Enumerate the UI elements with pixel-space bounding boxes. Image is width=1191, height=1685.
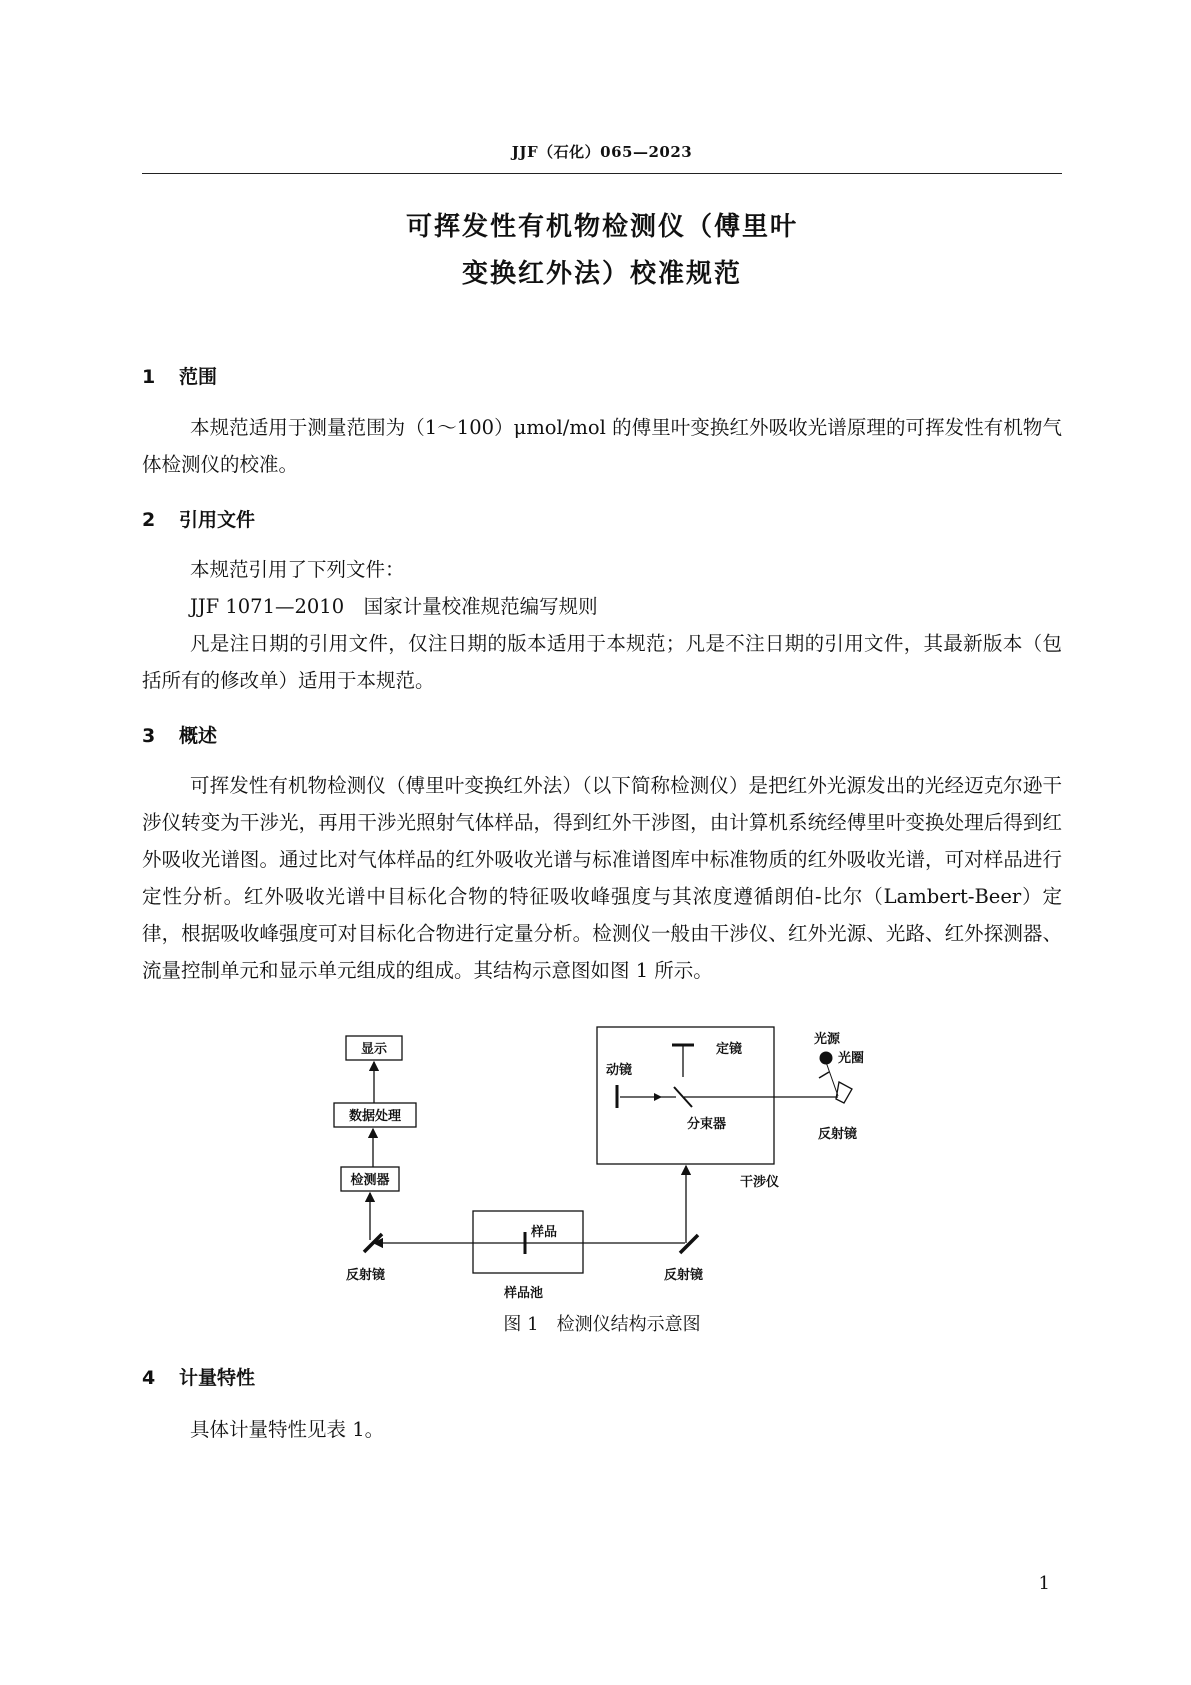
source-reflector-label: 反射镜	[818, 1127, 858, 1142]
sample-cell-box	[473, 1211, 583, 1273]
references-note: 凡是注日期的引用文件，仅注日期的版本适用于本规范；凡是不注日期的引用文件，其最新版本（包括所有的修改单）适用于本规范。	[142, 632, 1062, 692]
sample-label: 样品	[531, 1225, 558, 1240]
section-title: 计量特性	[179, 1367, 256, 1389]
moving-mirror-label: 动镜	[606, 1063, 633, 1078]
section-number: 2	[142, 509, 156, 531]
section-number: 3	[142, 725, 156, 747]
page-number: 1	[1038, 1573, 1050, 1594]
fixed-mirror-label: 定镜	[716, 1042, 743, 1057]
detector-label: 检测器	[350, 1173, 390, 1188]
beam-splitter-label: 分束器	[687, 1117, 727, 1132]
light-source-label: 光源	[814, 1032, 841, 1047]
data-processing-label: 数据处理	[348, 1109, 402, 1124]
overview-paragraph: 可挥发性有机物检测仪（傅里叶变换红外法）（以下简称检测仪）是把红外光源发出的光经迈克尔逊干涉仪转变为干涉光，再用干涉光照射气体样品，得到红外干涉图，由计算机系统经傅里叶变换处理后得到红外吸收光谱图。通过比对气体样品的红外吸收光谱与标准谱图库中标准物质的红外吸收光谱，可对样品进行定性分析。红外吸收光谱中目标化合物的特征吸收峰强度与其浓度遵循朗伯-比尔（Lambert-Beer）定律，根据吸收峰强度可对目标化合物进行定量分析。检测仪一般由干涉仪、红外光源、光路、红外探测器、流量控制单元和显示单元组成的组成。其结构示意图如图 1 所示。	[142, 774, 1062, 982]
light-source-icon	[820, 1052, 833, 1065]
section-number: 4	[142, 1367, 156, 1389]
reference-document: JJF 1071—2010 国家计量校准规范编写规则	[190, 595, 598, 618]
source-to-reflector-beam	[826, 1062, 838, 1096]
display-label: 显示	[360, 1042, 388, 1057]
sample-cell-label: 样品池	[504, 1286, 544, 1301]
section-4-heading	[142, 1363, 255, 1390]
aperture-label: 光圈	[838, 1051, 865, 1066]
right-reflector-label: 反射镜	[664, 1268, 704, 1283]
interferometer-box	[597, 1027, 774, 1164]
source-reflector-icon	[836, 1082, 852, 1103]
references-intro: 本规范引用了下列文件：	[190, 558, 405, 581]
section-title: 引用文件	[179, 509, 256, 531]
right-reflector-mirror	[680, 1235, 698, 1253]
scope-paragraph: 本规范适用于测量范围为（1～100）μmol/mol 的傅里叶变换红外吸收光谱原理的可挥发性有机物气体检测仪的校准。	[142, 416, 1062, 476]
aperture-mark	[819, 1072, 829, 1078]
figure-caption: 图 1 检测仪结构示意图	[503, 1314, 701, 1335]
section-title: 概述	[179, 725, 218, 747]
title-line-1: 可挥发性有机物检测仪（傅里叶	[405, 212, 798, 242]
section-number: 1	[142, 366, 156, 388]
title-line-2: 变换红外法）校准规范	[461, 259, 742, 289]
interferometer-label: 干涉仪	[740, 1175, 780, 1190]
document-code-header: JJF（石化）065—2023	[511, 143, 693, 161]
section-title: 范围	[179, 366, 218, 388]
left-reflector-label: 反射镜	[346, 1268, 386, 1283]
moving-mirror-arrowhead	[654, 1093, 662, 1101]
characteristics-paragraph: 具体计量特性见表 1。	[190, 1418, 385, 1441]
